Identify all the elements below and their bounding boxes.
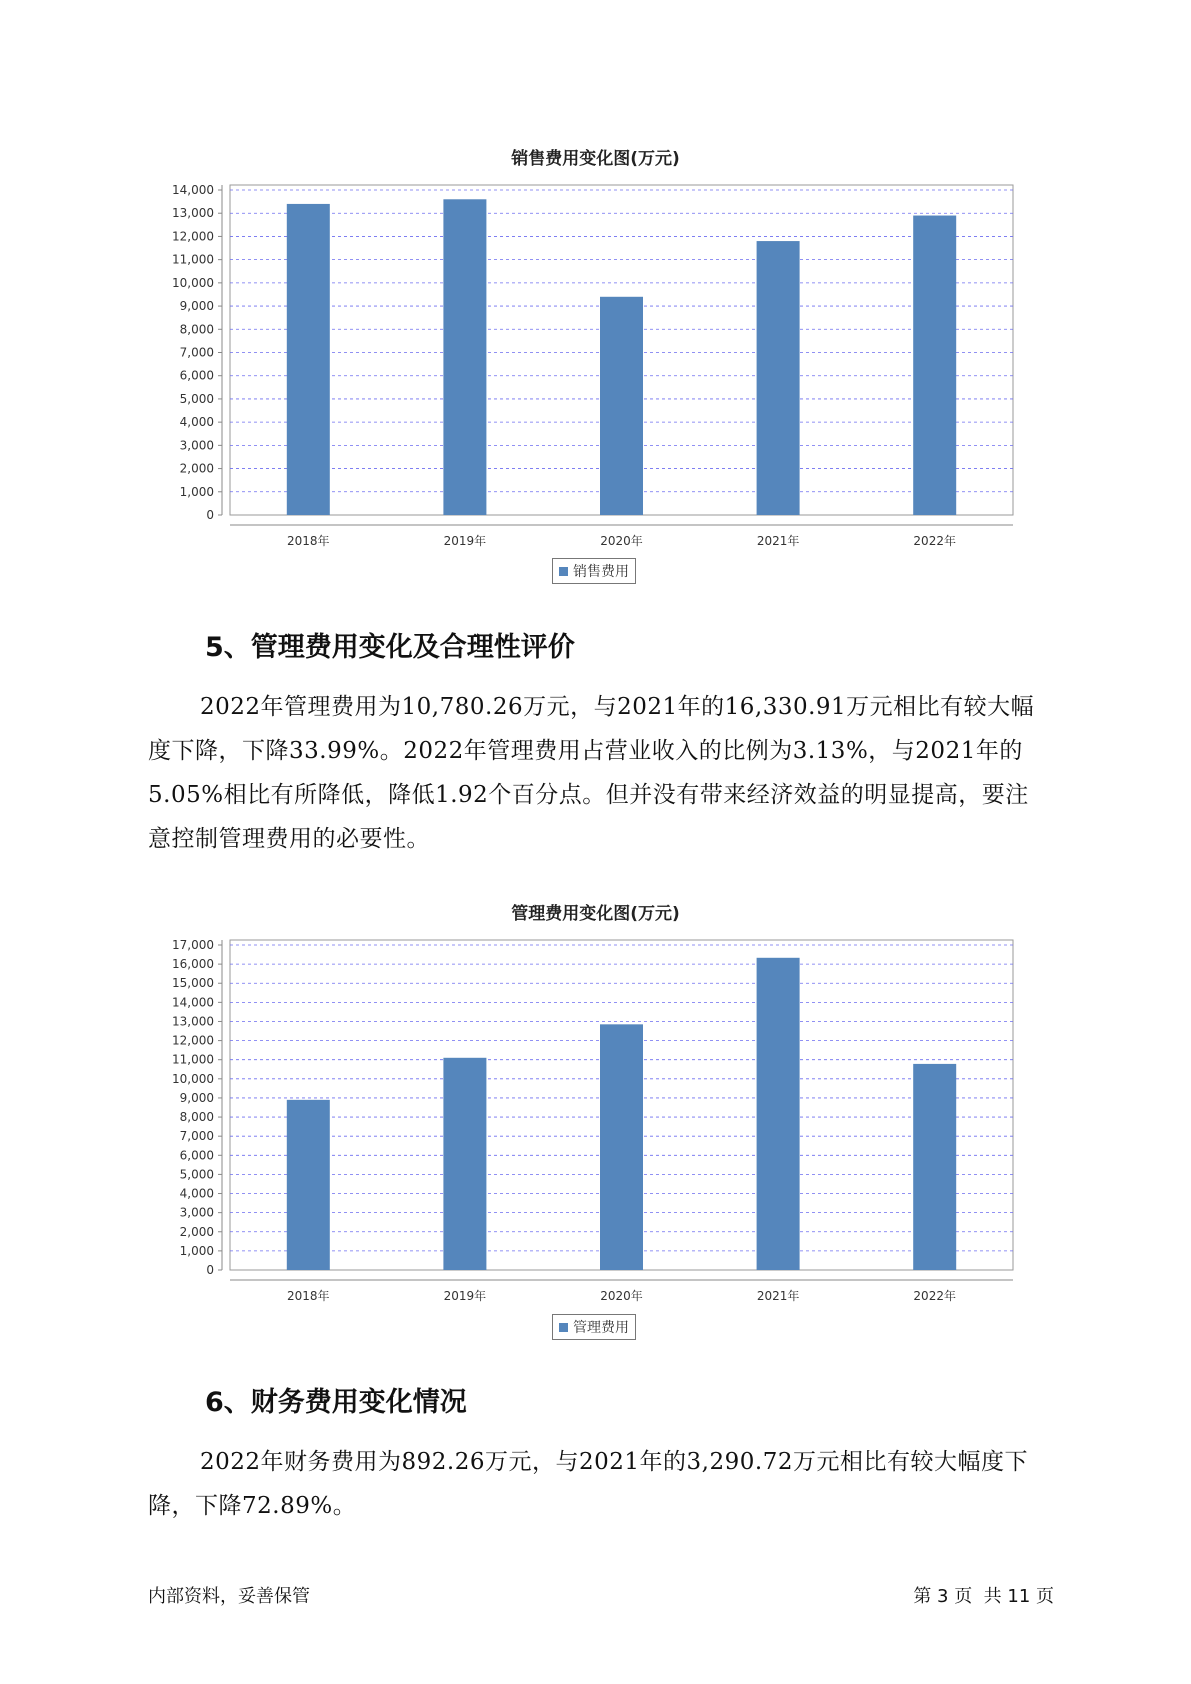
y-tick-label: 1,000 [179, 1243, 214, 1258]
y-tick-label: 17,000 [172, 938, 214, 952]
sales-expense-chart-title: 销售费用变化图(万元) [511, 149, 680, 169]
bar-2022年 [913, 1064, 956, 1270]
y-tick-label: 13,000 [172, 206, 214, 221]
x-tick-label: 2020年 [600, 1289, 643, 1303]
footer-page-number: 第 3 页 共 11 页 [913, 1586, 1054, 1607]
y-tick-label: 16,000 [172, 957, 214, 972]
y-tick-label: 14,000 [172, 995, 214, 1010]
legend-label: 管理费用 [573, 1320, 629, 1336]
y-tick-label: 3,000 [179, 438, 214, 453]
bar-2022年 [913, 216, 956, 515]
y-tick-label: 4,000 [179, 1186, 214, 1201]
y-tick-label: 6,000 [179, 1148, 214, 1163]
management-expense-legend [552, 1314, 636, 1340]
management-expense-chart-title: 管理费用变化图(万元) [511, 904, 680, 924]
x-tick-label: 2022年 [913, 1289, 956, 1303]
y-tick-label: 0 [206, 508, 214, 522]
bar-2018年 [287, 1100, 330, 1270]
legend-swatch [559, 567, 568, 576]
y-tick-label: 11,000 [172, 1052, 214, 1067]
y-tick-label: 10,000 [172, 275, 214, 290]
y-tick-label: 9,000 [179, 299, 214, 314]
bar-2021年 [757, 241, 800, 515]
y-tick-label: 12,000 [172, 1033, 214, 1048]
management-expense-chart [0, 925, 1191, 1305]
y-tick-label: 5,000 [179, 1167, 214, 1182]
y-tick-label: 2,000 [179, 461, 214, 476]
y-tick-label: 7,000 [179, 345, 214, 360]
footer-confidential-note: 内部资料，妥善保管 [148, 1586, 310, 1607]
y-tick-label: 3,000 [179, 1205, 214, 1220]
sales-expense-chart [0, 170, 1191, 550]
y-tick-label: 5,000 [179, 391, 214, 406]
section-heading-management-expense: 5、管理费用变化及合理性评价 [205, 632, 575, 663]
y-tick-label: 11,000 [172, 252, 214, 267]
y-tick-label: 13,000 [172, 1014, 214, 1029]
financial-expense-paragraph: 2022年财务费用为892.26万元，与2021年的3,290.72万元相比有较大幅度下降，下降72.89%。 [148, 1449, 1028, 1519]
y-tick-label: 10,000 [172, 1071, 214, 1086]
x-tick-label: 2019年 [443, 534, 487, 548]
y-tick-label: 7,000 [179, 1129, 214, 1144]
y-tick-label: 14,000 [172, 183, 214, 197]
y-tick-label: 15,000 [172, 976, 214, 991]
bar-2020年 [600, 297, 643, 515]
x-tick-label: 2021年 [756, 534, 800, 548]
y-tick-label: 4,000 [179, 415, 214, 430]
legend-label: 销售费用 [573, 564, 629, 580]
y-tick-label: 9,000 [179, 1090, 214, 1105]
section-heading-financial-expense: 6、财务费用变化情况 [205, 1387, 467, 1418]
management-expense-paragraph: 2022年管理费用为10,780.26万元，与2021年的16,330.91万元相比有较大幅度下降，下降33.99%。2022年管理费用占营业收入的比例为3.13%，与2021年的5.05%相比有所降低，降低1.92个百分点。但并没有带来经济效益的明显提高，要注意控制管理费用的必要性。 [148, 694, 1035, 852]
x-tick-label: 2020年 [600, 534, 643, 548]
x-tick-label: 2021年 [756, 1289, 800, 1303]
y-tick-label: 12,000 [172, 229, 214, 244]
bar-2019年 [443, 1058, 486, 1270]
bar-2019年 [443, 199, 486, 515]
x-tick-label: 2022年 [913, 534, 956, 548]
x-tick-label: 2019年 [443, 1289, 487, 1303]
y-tick-label: 6,000 [179, 368, 214, 383]
bar-2021年 [757, 958, 800, 1270]
legend-swatch [559, 1323, 568, 1332]
bar-2020年 [600, 1024, 643, 1270]
y-tick-label: 0 [206, 1263, 214, 1277]
y-tick-label: 1,000 [179, 484, 214, 499]
y-tick-label: 8,000 [179, 322, 214, 337]
sales-expense-legend [552, 558, 636, 584]
x-tick-label: 2018年 [287, 534, 330, 548]
y-tick-label: 8,000 [179, 1110, 214, 1125]
bar-2018年 [287, 204, 330, 515]
x-tick-label: 2018年 [287, 1289, 330, 1303]
y-tick-label: 2,000 [179, 1224, 214, 1239]
